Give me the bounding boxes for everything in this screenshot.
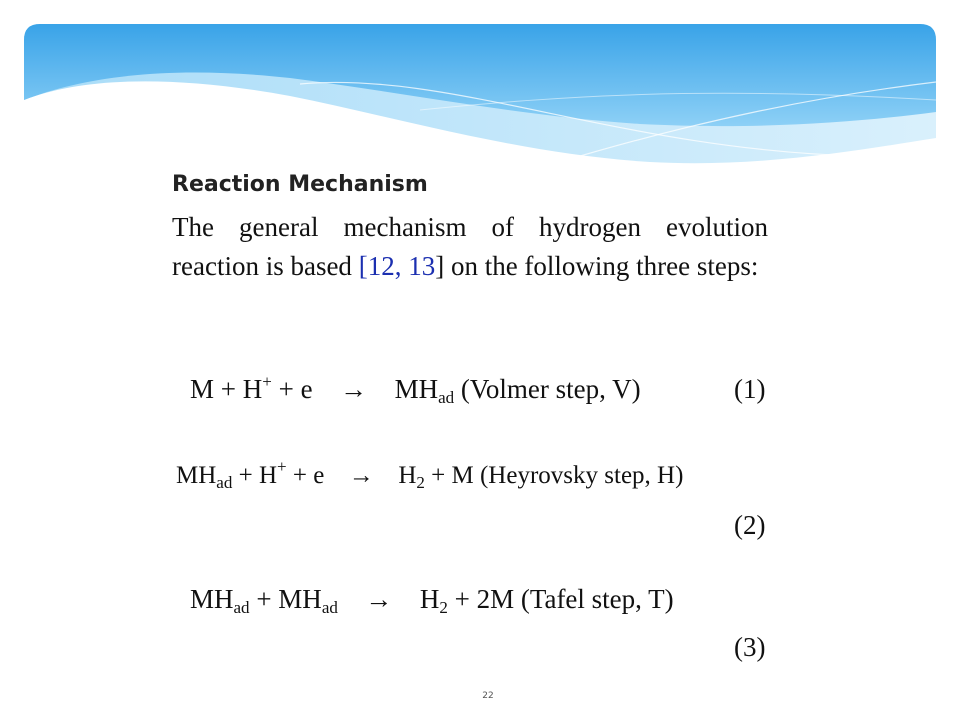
eq3-product-h2	[419, 584, 448, 617]
eq1-arrow: →	[340, 374, 368, 404]
intro-paragraph	[172, 208, 768, 286]
eq3-label: (Tafel step, T)	[520, 584, 674, 614]
equation-volmer	[190, 374, 641, 405]
eq3-plus-1: +	[256, 584, 272, 614]
equation-tafel	[190, 584, 674, 615]
eq3-p1-sub: 2	[439, 598, 448, 617]
eq2-h-charge: +	[277, 457, 287, 476]
eq3-reactant-1	[190, 584, 250, 617]
eq2-label: (Heyrovsky step, H)	[479, 462, 684, 489]
eq3-reactant-2	[278, 584, 338, 617]
eq2-electron: e	[313, 462, 325, 489]
equation-number-1: (1)	[734, 374, 766, 404]
eq2-plus-2: +	[292, 462, 307, 489]
header-wave-decoration	[0, 0, 960, 180]
eq1-product-main: MH	[394, 374, 439, 404]
eq2-product-m: M	[451, 462, 474, 489]
eq2-reactant-mhad	[176, 462, 233, 492]
eq2-plus-1: +	[238, 462, 253, 489]
eq1-plus: +	[220, 374, 236, 404]
citation-link-13[interactable]: 13	[408, 251, 436, 281]
eq2-plus-3: +	[431, 462, 446, 489]
eq3-plus-2: +	[454, 584, 470, 614]
citation-separator: ,	[394, 251, 409, 281]
equation-number-3: (3)	[734, 632, 766, 662]
eq3-r2-main: MH	[278, 584, 322, 614]
citation-link-12[interactable]: 12	[367, 251, 395, 281]
intro-text-before: The general mechanism of hydrogen evolution reaction is based	[172, 212, 768, 281]
eq3-p1-main: H	[419, 584, 440, 614]
eq1-product	[394, 374, 455, 407]
eq2-r1-main: MH	[176, 462, 217, 489]
eq1-product-sub: ad	[438, 388, 455, 407]
eq2-p1-sub: 2	[416, 473, 425, 492]
eq1-electron: e	[300, 374, 313, 404]
eq2-h-symbol: H	[258, 462, 278, 489]
eq3-arrow: →	[365, 584, 393, 614]
citation-bracket-open: [	[358, 251, 368, 281]
equation-number-2: (2)	[734, 510, 766, 540]
citation-bracket-close: ]	[435, 251, 445, 281]
eq1-reactant-m: M	[190, 374, 215, 404]
eq1-plus-2: +	[278, 374, 294, 404]
eq1-h-symbol: H	[242, 374, 263, 404]
eq3-r1-main: MH	[190, 584, 234, 614]
eq1-label: (Volmer step, V)	[460, 374, 641, 404]
eq3-product-2m: 2M	[476, 584, 515, 614]
intro-text-after: on the following three steps:	[444, 251, 759, 281]
eq2-product-h2	[398, 462, 425, 492]
eq3-r1-sub: ad	[233, 598, 250, 617]
equation-heyrovsky	[176, 457, 684, 492]
eq1-reactant-h	[243, 374, 272, 404]
eq2-arrow: →	[348, 462, 374, 489]
eq2-r1-sub: ad	[216, 473, 233, 492]
page-number: 22	[482, 691, 494, 701]
eq2-reactant-h	[258, 457, 287, 489]
eq2-p1-main: H	[398, 462, 417, 489]
eq1-h-charge: +	[262, 372, 272, 391]
slide-heading: Reaction Mechanism	[172, 172, 428, 197]
eq3-r2-sub: ad	[321, 598, 338, 617]
